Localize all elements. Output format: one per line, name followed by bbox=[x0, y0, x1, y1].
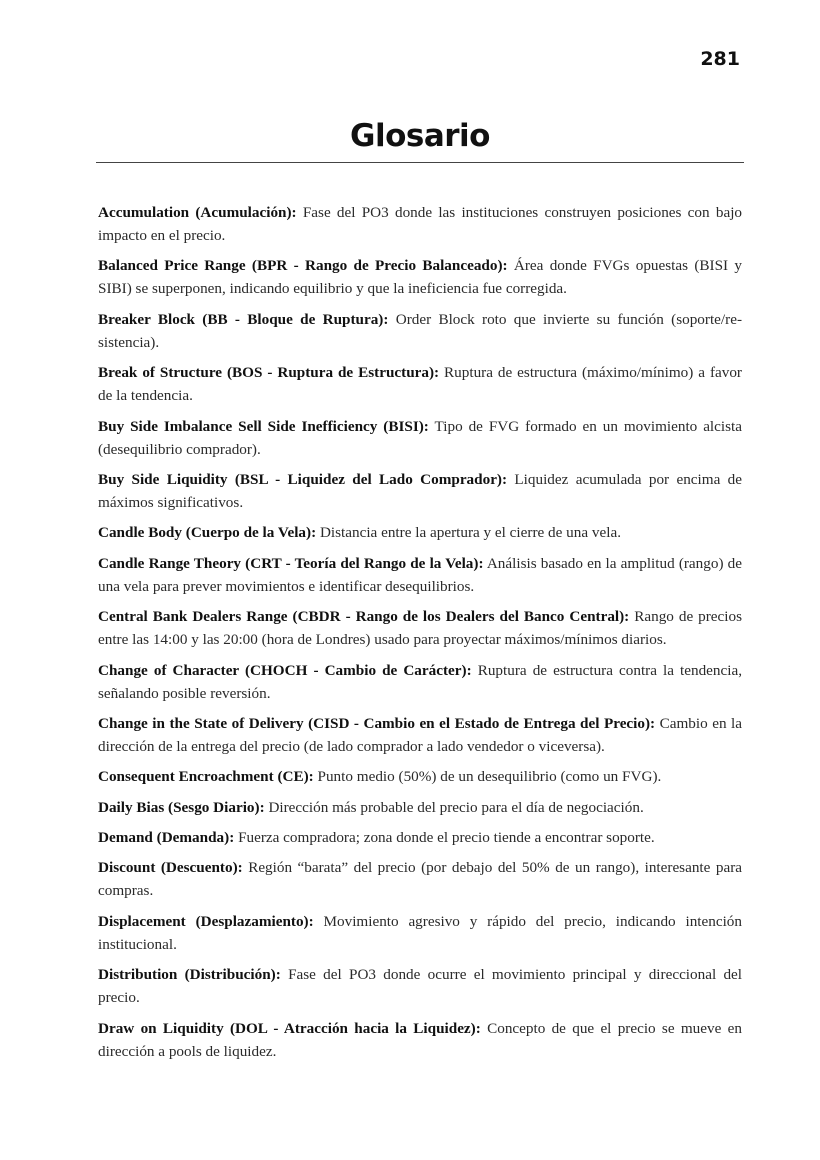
glossary-entry bbox=[98, 361, 742, 407]
glossary-definition: Concepto de que el precio se mueve en dirección a pools de liquidez. bbox=[98, 1019, 742, 1060]
glossary-entry bbox=[98, 796, 742, 819]
page-number: 281 bbox=[700, 48, 740, 70]
glossary-term: Discount (Descuento): bbox=[98, 859, 243, 877]
glossary-definition: Ruptura de estructura contra la tendencia, señalando posible reversión. bbox=[98, 661, 743, 702]
glossary-entry bbox=[98, 254, 742, 300]
glossary-entry bbox=[98, 468, 742, 514]
glossary-term: Daily Bias (Sesgo Diario): bbox=[98, 798, 265, 816]
glossary-entry bbox=[98, 521, 742, 544]
glossary-term: Change of Character (CHOCH - Cambio de Carácter): bbox=[98, 661, 472, 679]
glossary-definition: Punto medio (50%) de un desequilibrio (como un FVG). bbox=[317, 768, 662, 786]
glossary-definition: Tipo de FVG formado en un movimiento alcista (desequilibrio comprador). bbox=[98, 417, 742, 458]
glossary-list bbox=[98, 201, 742, 1070]
glossary-definition: Movimiento agresivo y rápido del precio, indicando intención institucional. bbox=[98, 912, 742, 953]
glossary-definition: Ruptura de estructura (máximo/mínimo) a favor de la tendencia. bbox=[98, 364, 742, 405]
glossary-term: Draw on Liquidity (DOL - Atracción hacia la Liquidez): bbox=[98, 1019, 481, 1037]
glossary-entry bbox=[98, 1017, 742, 1063]
glossary-term: Breaker Block (BB - Bloque de Ruptura): bbox=[98, 310, 389, 328]
glossary-definition: Fase del PO3 donde las instituciones construyen posiciones con bajo impacto en el precio. bbox=[98, 204, 743, 244]
glossary-definition: Cambio en la dirección de la entrega del precio (de lado comprador a lado vendedor o viceversa). bbox=[98, 714, 742, 755]
glossary-entry bbox=[98, 552, 742, 598]
glossary-term: Change in the State of Delivery (CISD - Cambio en el Estado de Entrega del Precio): bbox=[98, 714, 656, 732]
glossary-entry bbox=[98, 963, 742, 1009]
glossary-entry bbox=[98, 308, 742, 354]
glossary-definition: Dirección más probable del precio para el día de negociación. bbox=[268, 798, 644, 816]
glossary-entry bbox=[98, 856, 742, 902]
glossary-term: Buy Side Liquidity (BSL - Liquidez del Lado Comprador): bbox=[98, 470, 508, 488]
glossary-definition: Distancia entre la apertura y el cierre de una vela. bbox=[319, 524, 621, 542]
glossary-term: Accumulation (Acumulación): bbox=[98, 204, 297, 221]
page-title: Glosario bbox=[350, 118, 490, 154]
glossary-entry bbox=[98, 765, 742, 788]
glossary-definition: Rango de precios entre las 14:00 y las 20:00 (hora de Londres) usado para proyectar máximos/mínimos diarios. bbox=[98, 608, 743, 649]
glossary-definition: Order Block roto que invierte su función (soporte/resistencia). bbox=[98, 310, 743, 351]
glossary-entry bbox=[98, 415, 742, 461]
glossary-definition: Análisis basado en la amplitud (rango) de una vela para prever movimientos e identificar desequilibrios. bbox=[98, 554, 742, 595]
glossary-definition: Área donde FVGs opuestas (BISI y SIBI) se superponen, indicando equilibrio y que la ineficiencia fue corregida. bbox=[98, 257, 742, 298]
glossary-term: Candle Range Theory (CRT - Teoría del Rango de la Vela): bbox=[98, 554, 484, 572]
glossary-term: Distribution (Distribución): bbox=[98, 966, 281, 984]
glossary-entry bbox=[98, 712, 742, 758]
glossary-entry bbox=[98, 659, 742, 705]
glossary-term: Demand (Demanda): bbox=[98, 829, 235, 847]
glossary-term: Consequent Encroachment (CE): bbox=[98, 768, 314, 786]
glossary-entry bbox=[98, 605, 742, 651]
glossary-term: Break of Structure (BOS - Ruptura de Estructura): bbox=[98, 364, 440, 382]
glossary-term: Candle Body (Cuerpo de la Vela): bbox=[98, 524, 317, 542]
glossary-term: Balanced Price Range (BPR - Rango de Precio Balanceado): bbox=[98, 257, 508, 275]
glossary-term: Displacement (Desplazamiento): bbox=[98, 912, 314, 930]
glossary-definition: Fase del PO3 donde ocurre el movimiento principal y direccional del precio. bbox=[98, 966, 742, 1007]
glossary-definition: Liquidez acumulada por encima de máximos significativos. bbox=[98, 470, 742, 511]
title-divider bbox=[96, 162, 744, 163]
glossary-term: Central Bank Dealers Range (CBDR - Rango de los Dealers del Banco Central): bbox=[98, 608, 630, 626]
glossary-entry bbox=[98, 910, 742, 956]
glossary-definition: Región “barata” del precio (por debajo del 50% de un rango), interesante para compras. bbox=[98, 859, 743, 900]
glossary-term: Buy Side Imbalance Sell Side Inefficiency (BISI): bbox=[98, 417, 429, 435]
glossary-entry bbox=[98, 201, 742, 247]
glossary-entry bbox=[98, 826, 742, 849]
glossary-definition: Fuerza compradora; zona donde el precio tiende a encontrar soporte. bbox=[238, 829, 655, 847]
